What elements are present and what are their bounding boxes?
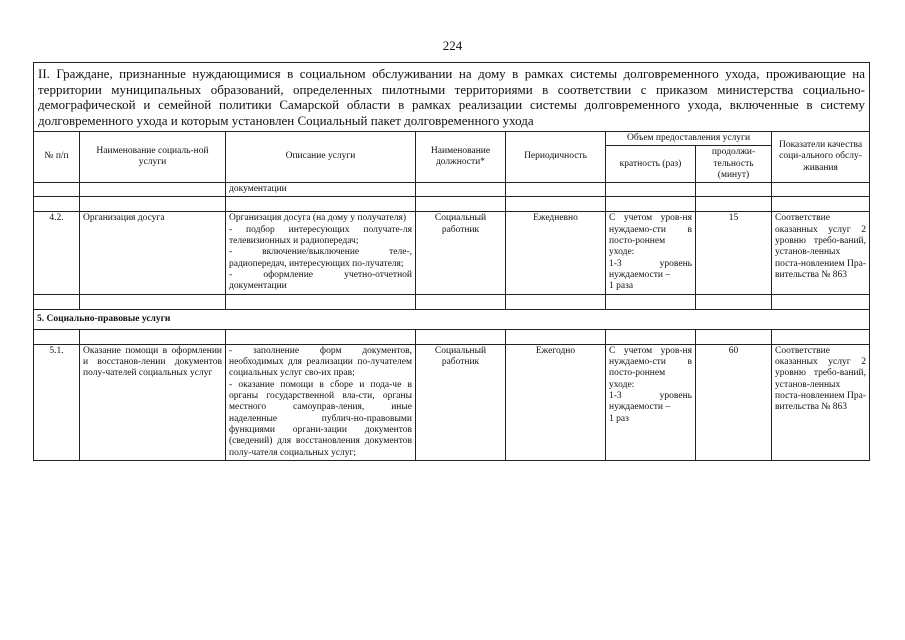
- cont-quality: [772, 183, 870, 197]
- table-row-5-1: [34, 344, 870, 460]
- header-periodicity: Периодичность: [506, 132, 606, 183]
- header-service-name: Наименование социаль-ной услуги: [80, 132, 226, 183]
- table-row-4-2: [34, 212, 870, 294]
- row-periodicity: Ежегодно: [506, 344, 606, 460]
- row-num: 5.1.: [34, 344, 80, 460]
- section-5-title: 5. Социально-правовые услуги: [34, 309, 870, 329]
- cont-num: [34, 183, 80, 197]
- row-duration: 15: [696, 212, 772, 294]
- row-frequency: С учетом уров-ня нуждаемо-сти в посто-роннем уходе: 1-3 уровень нуждаемости – 1 раз: [606, 344, 696, 460]
- spacer-row: [34, 294, 870, 309]
- page-number: 224: [442, 38, 463, 53]
- cont-position: [416, 183, 506, 197]
- cont-frequency: [606, 183, 696, 197]
- cont-description: документации: [226, 183, 416, 197]
- spacer-row: [34, 197, 870, 212]
- cont-service-name: [80, 183, 226, 197]
- row-position: Социальный работник: [416, 344, 506, 460]
- cont-duration: [696, 183, 772, 197]
- header-description: Описание услуги: [226, 132, 416, 183]
- header-num: № п/п: [34, 132, 80, 183]
- row-duration: 60: [696, 344, 772, 460]
- header-duration: продолжи-тельность (минут): [696, 146, 772, 183]
- row-periodicity: Ежедневно: [506, 212, 606, 294]
- continuation-row: [34, 183, 870, 197]
- row-service-name: Оказание помощи в оформлении и восстанов-лении документов полу-чателей социальных услуг: [80, 344, 226, 460]
- cont-periodicity: [506, 183, 606, 197]
- row-description: - заполнение форм документов, необходимых для реализации по-лучателем социальных услуг сво-их прав; - оказание помощи в сборе и пода-че в органы государственной вла-сти, органы местного самоуправ-ления, иные наделенные публич-но-правовыми функциями органи-зации документов (сведений) для восстановления документов полу-чателя социальных услуг;: [226, 344, 416, 460]
- section-heading: II. Граждане, признанные нуждающимися в социальном обслуживании на дому в рамках системы долговременного ухода, проживающие на территории муниципальных образований, определенных пилотными территориями в соответствии с приказом министерства социально-демографической и семейной политики Самарской области в рамках реализации системы долговременного ухода, включенные в систему долговременного ухода и которым установлен Социальный пакет долговременного ухода: [34, 63, 870, 132]
- row-num: 4.2.: [34, 212, 80, 294]
- row-position: Социальный работник: [416, 212, 506, 294]
- row-service-name: Организация досуга: [80, 212, 226, 294]
- services-table: [33, 62, 870, 461]
- row-frequency: С учетом уров-ня нуждаемо-сти в посто-роннем уходе: 1-3 уровень нуждаемости – 1 раза: [606, 212, 696, 294]
- header-quality: Показатели качества соци-ального обслу-живания: [772, 132, 870, 183]
- section-5-row: [34, 309, 870, 329]
- header-volume: Объем предоставления услуги: [606, 132, 772, 146]
- header-frequency: кратность (раз): [606, 146, 696, 183]
- header-row-1: [34, 132, 870, 146]
- section-heading-row: [34, 63, 870, 132]
- row-quality: Соответствие оказанных услуг 2 уровню требо-ваний, установ-ленных поста-новлением Пра-вительства № 863: [772, 212, 870, 294]
- header-position: Наименование должности*: [416, 132, 506, 183]
- row-quality: Соответствие оказанных услуг 2 уровню требо-ваний, установ-ленных поста-новлением Пра-вительства № 863: [772, 344, 870, 460]
- spacer-row: [34, 329, 870, 344]
- row-description: Организация досуга (на дому у получателя) - подбор интересующих получате-ля телевизионных и радиопередач; - включение/выключение теле-, радиопередач, интересующих по-лучателя; - оформление учетно-отчетной документации: [226, 212, 416, 294]
